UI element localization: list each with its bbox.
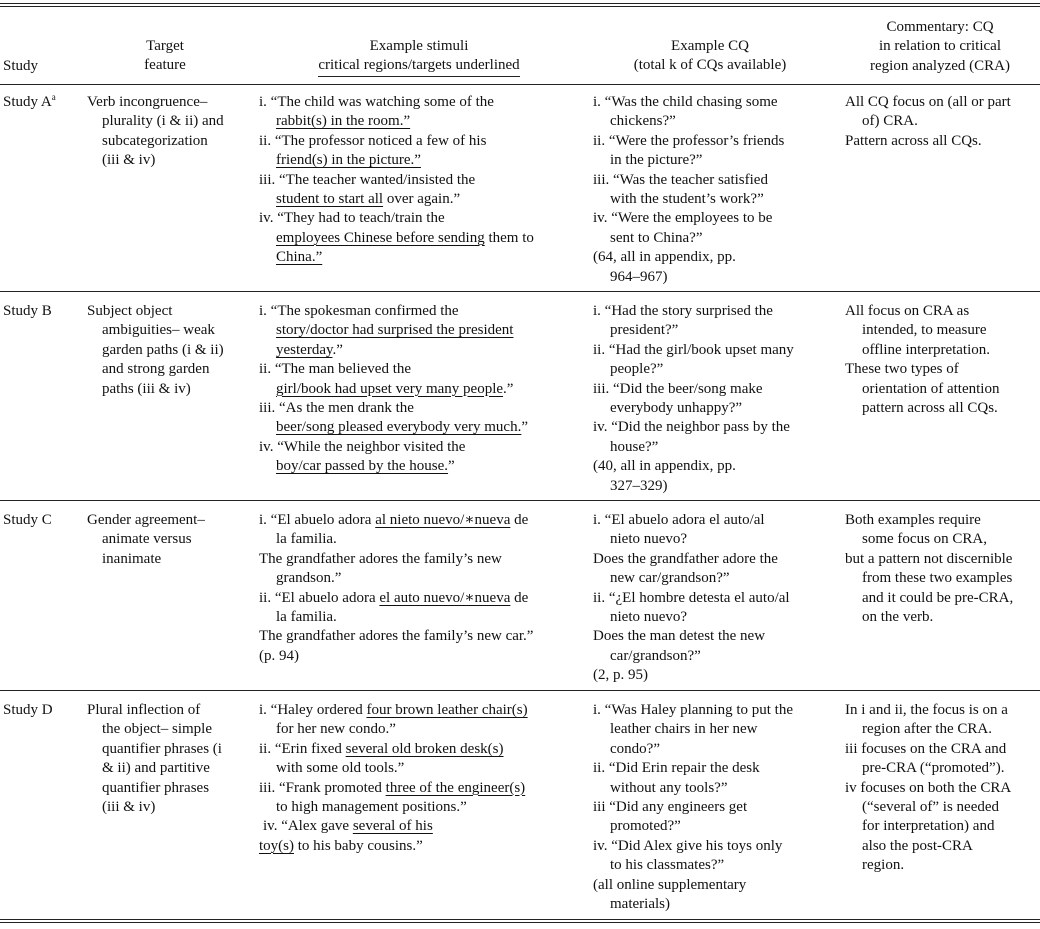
commentary: Both examples require some focus on CRA, but a pattern not discernible from these two examples and it could be pre-CRA, on the verb. [845,512,1014,625]
target-feature: Subject object ambiguities– weak garden paths (i & ii) and strong garden paths (iii & iv) [87,303,224,397]
header-cq: Example CQ (total k of CQs available) [633,38,787,74]
study-name: Study $A^a$ [3,92,56,110]
example-stimuli: i. “Haley ordered four brown leather chair(s) for her new condo.” ii. “Erin fixed several old broken desk(s) with some old tools.” iii. “Frank promoted three of the engineer(s) to high management positions.” iv. “Alex gave several of his toy(s) to his baby cousins.” [259,702,528,854]
commentary: All focus on CRA as intended, to measure offline interpretation. These two types of orientation of attention pattern across all CQs. [845,303,1000,416]
bottom-rule [0,919,1040,920]
bottom-rule [0,922,1040,923]
example-stimuli: i. “El abuelo adora al nieto nuevo/∗nueva de la familia. The grandfather adores the family’s new grandson.” ii. “El abuelo adora el auto nuevo/∗nueva de la familia. The grandfather adores the family’s new car.” (p. 94) [259,512,534,664]
study-name: Study C [3,512,52,528]
header-commentary: Commentary: CQ in relation to critical region analyzed (CRA) [870,19,1010,74]
example-stimuli: i. “The child was watching some of the rabbit(s) in the room.” ii. “The professor noticed a few of his friend(s) in the picture.” iii. “The teacher wanted/insisted the student to start all over again.” iv. “They had to teach/train the employees Chinese before sending them to China.” [259,94,534,266]
header-rule [0,84,1040,85]
row-rule [0,500,1040,501]
row-rule [0,690,1040,691]
header-stimuli: Example stimuli critical regions/targets underlined [259,37,579,77]
target-feature: Gender agreement– animate versus inanimate [87,512,205,567]
example-cq: i. “El abuelo adora el auto/al nieto nuevo? Does the grandfather adore the new car/grandson?” ii. “¿El hombre detesta el auto/al nieto nuevo? Does the man detest the new car/grandson?” (2, p. 95) [593,512,790,684]
example-cq: i. “Had the story surprised the president?” ii. “Had the girl/book upset many people?” iii. “Did the beer/song make everybody unhappy?” iv. “Did the neighbor pass by the house?” (40, all in appendix, pp. 327–329) [593,303,794,494]
study-name: Study B [3,303,52,319]
target-feature: Verb incongruence– plurality (i & ii) and subcategorization (iii & iv) [87,94,224,169]
commentary: All CQ focus on (all or part of) CRA. Pattern across all CQs. [845,94,1011,149]
header-study: Study [3,58,39,74]
target-feature: Plural inflection of the object– simple quantifier phrases (i & ii) and partitive quantifier phrases (iii & iv) [87,702,222,815]
study-name: Study D [3,702,53,718]
top-rule [0,3,1040,4]
row-rule [0,291,1040,292]
top-rule [0,6,1040,7]
example-cq: i. “Was the child chasing some chickens?” ii. “Were the professor’s friends in the picture?” iii. “Was the teacher satisfied with the student’s work?” iv. “Were the employees to be sent to China?” (64, all in appendix, pp. 964–967) [593,94,785,285]
header-feature: Target feature [144,38,186,74]
example-stimuli: i. “The spokesman confirmed the story/doctor had surprised the president yesterday.” ii. “The man believed the girl/book had upset very many people.” iii. “As the men drank the beer/song pleased everybody very much.” iv. “While the neighbor visited the boy/car passed by the house.” [259,303,529,475]
example-cq: i. “Was Haley planning to put the leather chairs in her new condo?” ii. “Did Erin repair the desk without any tools?” iii “Did any engineers get promoted?” iv. “Did Alex give his toys only to his classmates?” (all online supplementary materials) [593,702,793,912]
commentary: In i and ii, the focus is on a region after the CRA. iii focuses on the CRA and pre-CRA (“promoted”). iv focuses on both the CRA (“several of” is needed for interpretation) and also the post-CRA region. [845,702,1012,874]
